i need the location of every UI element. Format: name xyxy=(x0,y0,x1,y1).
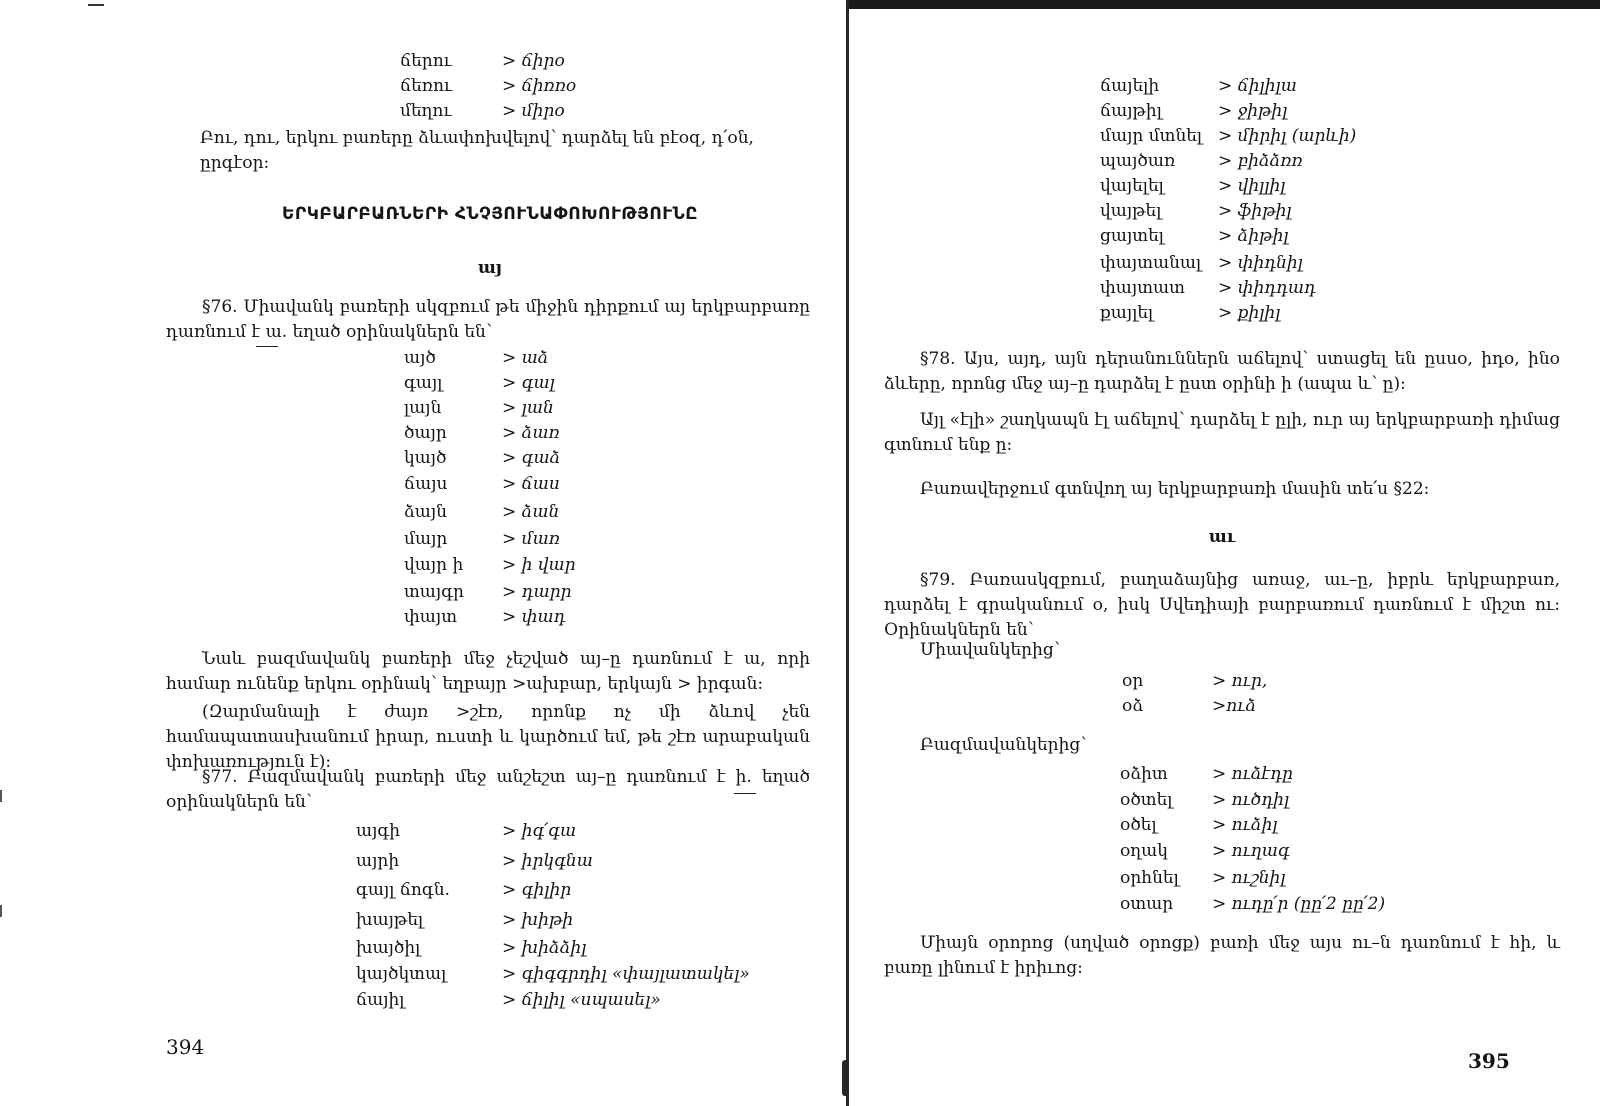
dialect-form: > ճիռռօ xyxy=(502,76,577,96)
dialect-form: > ճաս xyxy=(502,474,560,494)
dialect-form: > ձիթիլ xyxy=(1218,226,1289,246)
page-number: 394 xyxy=(166,1035,205,1059)
dialect-form: > իրկգնա xyxy=(502,851,593,871)
dialect-form: > փադ xyxy=(502,607,566,627)
dialect-form: > իգ՛գա xyxy=(502,821,577,841)
dialect-source: վայթել xyxy=(1100,201,1162,221)
dialect-source: լայն xyxy=(404,398,442,418)
dialect-form: > ուշնիլ xyxy=(1212,868,1286,888)
label-monosyllabic: Միավանկերից՝ xyxy=(920,640,1061,660)
dialect-source: վայր ի xyxy=(404,555,464,575)
dialect-form: > խիթի xyxy=(502,910,574,930)
dialect-source: ճեռու xyxy=(400,76,453,96)
dialect-form: > մառ xyxy=(502,529,560,549)
dialect-form: > աձ xyxy=(502,348,549,368)
paragraph-77: §77. Բազմավանկ բառերի մեջ անշեշտ այ–ը դառնում է ի. եղած օրինակներն են՝ xyxy=(166,767,810,812)
paragraph-76: §76. Միավանկ բառերի սկզբում թե միջին դիրքում այ երկբարբառը դառնում է ա. եղած օրինակներն են՝ xyxy=(166,297,810,342)
dialect-source: մայր մտնել xyxy=(1100,126,1203,146)
dialect-source: փայտանալ xyxy=(1100,253,1202,273)
dialect-form: > ուձէդը xyxy=(1212,764,1293,784)
dialect-source: խայծիլ xyxy=(356,938,421,958)
paragraph-78-ref: Բառավերջում գտնվող այ երկբարբառի մասին տե՛ս §22: xyxy=(920,479,1430,499)
dialect-source: ծայր xyxy=(404,423,447,443)
dialect-form: > ուղագ xyxy=(1212,841,1290,861)
subsection-ay: այ xyxy=(477,258,503,278)
dialect-source: օծել xyxy=(1120,815,1157,835)
dialect-form: > միրիլ (արևի) xyxy=(1218,126,1357,146)
paragraph-last: Միայն օրորոց (սղված օրոցք) բառի մեջ այս ու–ն դառնում է հի, և բառը լինում է իրիւոց: xyxy=(884,933,1560,978)
dialect-form: > խիձձիլ xyxy=(502,938,587,958)
dialect-form: > ճիրօ xyxy=(502,51,565,71)
dialect-form: > լան xyxy=(502,398,554,418)
dialect-source: ճայելի xyxy=(1100,76,1160,96)
paragraph-also: Նաև բազմավանկ բառերի մեջ չեշված այ–ը դառնում է ա, որի համար ունենք երկու օրինակ՝ եղբայր >ախբար, երկայն > իրգան: xyxy=(166,649,810,694)
dialect-form: > ուձիլ xyxy=(1212,815,1278,835)
dialect-source: ցայտել xyxy=(1100,226,1164,246)
paragraph-note: (Զարմանալի է ժայռ >շէռ, որոնք ոչ մի ձևով չեն համապատասխանում իրար, ուստի և կարծում եմ, թե շէռ արաբական փոխառություն է): xyxy=(166,702,810,772)
book-spine xyxy=(846,0,849,1106)
right-page xyxy=(850,0,1600,1106)
dialect-source: ճերու xyxy=(400,51,452,71)
dialect-form: > գաձ xyxy=(502,448,561,468)
dialect-source: փայտատ xyxy=(1100,278,1185,298)
dialect-source: օր xyxy=(1122,671,1144,691)
subsection-aw: աւ xyxy=(1208,527,1236,547)
dialect-form: > ճիլիլա xyxy=(1218,76,1297,96)
section-heading: ԵՐԿԲԱՐԲԱՌՆԵՐԻ ՀՆՉՅՈՒՆԱՓՈԽՈՒԹՅՈՒՆԸ xyxy=(282,204,698,224)
dialect-form: > ձառ xyxy=(502,423,560,443)
dialect-source: այրի xyxy=(356,851,400,871)
dialect-source: այծ xyxy=(404,348,436,368)
dialect-source: օտար xyxy=(1120,894,1174,914)
dialect-form: > ֆիթիլ xyxy=(1218,201,1292,221)
dialect-source: ճայթիլ xyxy=(1100,101,1162,121)
dialect-form: > ձան xyxy=(502,502,560,522)
dialect-form: > փիդնիլ xyxy=(1218,253,1303,273)
underline-mark xyxy=(256,346,278,347)
dialect-source: քայլել xyxy=(1100,303,1154,323)
dialect-form: > դարր xyxy=(502,582,572,602)
dialect-source: օծտել xyxy=(1120,790,1173,810)
paragraph-79: §79. Բառասկզբում, բաղաձայնից առաջ, աւ–ը, իբրև երկբարբառ, դարձել է գրականում օ, իսկ Սվեդիայի բարբառում դառնում է միշտ ու: Օրինակներն են՝ xyxy=(884,570,1560,640)
dialect-form: > ուծդիլ xyxy=(1212,790,1290,810)
dialect-form: > գալ xyxy=(502,373,555,393)
dialect-form: > քիլիլ xyxy=(1218,303,1281,323)
dialect-source: կայծկտալ xyxy=(356,964,447,984)
dialect-form: > ի վար xyxy=(502,555,576,575)
dialect-source: մեղու xyxy=(400,101,452,121)
dialect-source: գայլ ճոգն. xyxy=(356,880,450,900)
dialect-form: > գիլիր xyxy=(502,880,572,900)
paragraph-78: §78. Այս, այդ, այն դերանուններն աճելով՝ ստացել են ըսսօ, իդօ, ինօ ձևերը, որոնց մեջ այ–ը դարձել է ըստ օրինի ի (ապա և՝ ը): xyxy=(884,349,1560,394)
dialect-source: այգի xyxy=(356,821,400,841)
paragraph-intro: Բու, դու, երկու բառերը ձևափոխվելով՝ դարձել են բէօզ, դ՛օն, ըրգէօր: xyxy=(200,128,754,173)
dialect-source: փայտ xyxy=(404,607,457,627)
dialect-source: կայծ xyxy=(404,448,447,468)
dialect-form: > ջիթիլ xyxy=(1218,101,1288,121)
dialect-form: > վիլլիլ xyxy=(1218,176,1286,196)
dialect-source: օրհնել xyxy=(1120,868,1179,888)
dialect-form: > ճիլիլ «սպասել» xyxy=(502,990,661,1010)
dialect-source: գայլ xyxy=(404,373,443,393)
label-polysyllabic: Բազմավանկերից՝ xyxy=(920,735,1087,755)
dialect-source: ճայիլ xyxy=(356,990,405,1010)
dialect-source: տայգր xyxy=(404,582,464,602)
dialect-source: օղակ xyxy=(1120,841,1168,861)
underline-mark xyxy=(734,793,756,794)
dialect-source: ձայն xyxy=(404,502,447,522)
dialect-source: պայծառ xyxy=(1100,151,1176,171)
dialect-source: օձիտ xyxy=(1120,764,1168,784)
dialect-form: > միրօ xyxy=(502,101,565,121)
dialect-source: մայր xyxy=(404,529,448,549)
dialect-source: օձ xyxy=(1122,696,1144,716)
dialect-form: > գիգգրդիլ «փայլատակել» xyxy=(502,964,750,984)
dialect-form: > փիդդադ xyxy=(1218,278,1316,298)
dialect-form: > ուր, xyxy=(1212,671,1268,691)
dialect-form: > բիձձռռ xyxy=(1218,151,1303,171)
dialect-source: վայելել xyxy=(1100,176,1164,196)
dialect-form: > ուդը՛ր (ըը՛2 ըը՛2) xyxy=(1212,894,1386,914)
dialect-source: խայթել xyxy=(356,910,424,930)
dialect-source: ճայս xyxy=(404,474,448,494)
dialect-form: >ուձ xyxy=(1212,696,1257,716)
page-number: 395 xyxy=(1468,1049,1510,1073)
paragraph-78-note: Այլ «էլի» շաղկապն էլ աճելով՝ դարձել է ըլի, ուր այ երկբարբառի դիմաց գտնում ենք ը: xyxy=(884,410,1560,455)
